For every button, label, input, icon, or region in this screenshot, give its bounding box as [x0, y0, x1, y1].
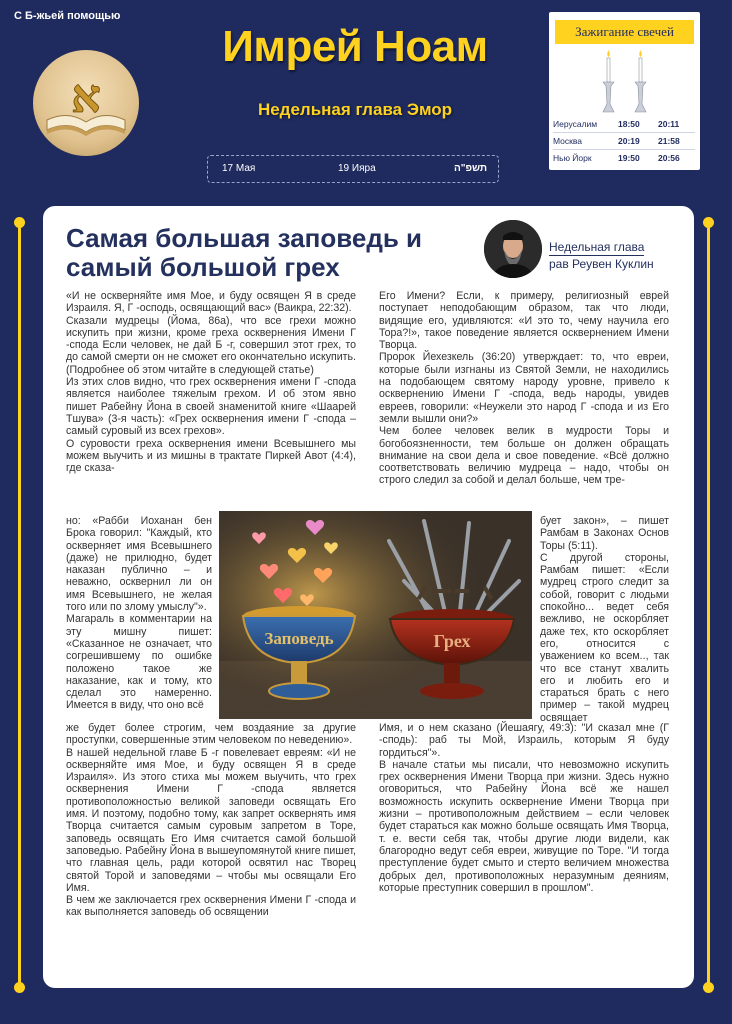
paragraph: Из этих слов видно, что грех осквернения имени Г -спода является наиболее тяжелым грехом. И об этом явно пишет Рабейну Йона в своей знаменитой книге «Шаарей Тшува» (3-я часть): «Грех осквернения имени Г -спода – самый суровый из всех грехов».: [66, 376, 356, 438]
paragraph: же будет более строгим, чем воздаяние за другие проступки, совершенные этим человеком по неведению».: [66, 722, 356, 747]
hebrew-date: 19 Ияра: [338, 163, 376, 174]
cup-label-sin: Грех: [433, 631, 471, 651]
paragraph: Его Имени? Если, к примеру, религиозный еврей поступает неподобающим образом, так что люди, видящие его, удивляются: «И это то, чему научила его Тора?!», такое поведение является осквернением Имени Творца.: [379, 290, 669, 352]
newsletter-title: Имрей Ноам: [222, 22, 488, 71]
paragraph: С другой стороны, Рамбам пишет: «Если мудрец строго следит за собой, говорит с людьми спокойно... ведет себя вежливо, не оскорбляет даже тех, кто оскорбляет его, относится с уважением ко всем.., так что все станут хвалить его и любить его и стараться брать с него пример – такой мудрец освящает: [540, 551, 669, 724]
cup-label-mitzvah: Заповедь: [264, 629, 334, 648]
blessing-text: С Б-жьей помощью: [14, 10, 121, 22]
paragraph: Имя, и о нем сказано (Йешаягу, 49:3): "И сказал мне (Г -сподь): раб ты Мой, Израиль, которым Я буду гордиться"».: [379, 722, 669, 759]
right-column-bottom: [379, 722, 669, 894]
paragraph: В начале статьи мы писали, что невозможно искупить грех осквернения Имени Творца при жизни. Здесь нужно оговориться, что Рабейну Йона всё же нашел возможность искупить осквернение Имени Творца при жизни – противоположным действием – если человек будет стараться как можно больше освящать Имя Творца, т. е. вести себя так, чтобы другие люди видели, как благородно ведут себя евреи, живущие по Торе. "И тогда преступление будет смыто и стерто величием множества добрых дел, противоположных неразумным деяниям, которые преступник совершил в прошлом".: [379, 758, 669, 894]
left-bottom-dot: [14, 982, 25, 993]
left-top-dot: [14, 217, 25, 228]
paragraph: Чем более человек велик в мудрости Торы и богобоязненности, тем больше он должен обращать внимание на свои дела и свое поведение. «Всё должно соответствовать величию мудреца – надо, чтобы он строго следил за собой и делал больше, чем тре-: [379, 425, 669, 487]
paragraph: «И не оскверняйте имя Мое, и буду освящен Я в среде Израиля. Я, Г -осподь, освящающий вас» (Ваикра, 22:32).: [66, 290, 356, 315]
paragraph: Пророк Йехезкель (36:20) утверждает: то, что евреи, которые были изгнаны из Святой Земли, не находились на подобающем святому народу уровне, привело к осквернению Имени Г -спода, ведь народы, увидев евреев, говорили: «Неужели это народ Г -спода и из Его земли вышли они?»: [379, 351, 669, 425]
right-top-dot: [703, 217, 714, 228]
left-column-bottom: [66, 722, 356, 919]
left-decorative-line: [18, 220, 21, 990]
article-illustration: [219, 511, 532, 719]
paragraph: но: «Рабби Иоханан бен Брока говорил: "Каждый, кто оскверняет имя Всевышнего (даже) не прилюдно, будет наказан публично – и неважно, осквернил ли он имя Всевышнего, не желая того или по злому умыслу"».: [66, 515, 212, 614]
author-avatar: [484, 220, 542, 278]
candle-lighting-box: Зажигание свечей Иерусалим 18:50 20:11 Москва 20:19 21:58 Нью Йорк 19:50 20:56: [549, 12, 700, 170]
candlesticks-icon: [597, 48, 653, 116]
candle-lighting-heading: Зажигание свечей: [555, 20, 694, 44]
right-column-wrap: [540, 515, 669, 724]
right-decorative-line: [707, 220, 710, 990]
logo-aleph-book: [33, 50, 139, 156]
author-name: рав Реувен Куклин: [549, 257, 654, 271]
right-column-top: [379, 290, 669, 487]
paragraph: В чем же заключается грех осквернения Имени Г -спода и как выполняется заповедь об освящении: [66, 894, 356, 919]
right-bottom-dot: [703, 982, 714, 993]
svg-text:א: א: [71, 69, 101, 123]
article-title: Самая большая заповедь и самый большой грех: [66, 223, 423, 282]
left-column-wrap: [66, 515, 212, 712]
paragraph: Магараль в комментарии на эту мишну пишет: «Сказанное не означает, что согрешившему по ошибке положено такое же наказание, как и тому, кто сделал это намеренно. Имеется в виду, что оно всё: [66, 613, 212, 712]
parsha-subtitle: Недельная глава Эмор: [257, 100, 453, 119]
civil-date: 17 Мая: [222, 163, 256, 174]
paragraph: Сказали мудрецы (Йома, 86а), что все грехи можно искупить при жизни, кроме греха осквернения Имени Г -спода Если человек, не дай Б -г, совершил этот грех, то до самой смерти он не сможет его окончательно искупить. (Подробнее об этом читайте в следующей статье): [66, 314, 356, 376]
paragraph: бует закон», – пишет Рамбам в Законах Основ Торы (5:11).: [540, 515, 669, 552]
paragraph: О суровости греха осквернения имени Всевышнего мы можем выучить и из мишны в трактате Пиркей Авот (4:4), где сказа-: [66, 437, 356, 475]
left-column-top: [66, 290, 356, 474]
hebrew-year: תשפ"ה: [454, 163, 488, 174]
paragraph: В нашей недельной главе Б -г повелевает евреям: «И не оскверняйте имя Мое, и буду освящен Я в среде Израиля». Из этого стиха мы можем выучить, что грех осквернения Имени Г -спода является противоположностью великой заповеди освящать Его имя. И поэтому, подобно тому, как запрет осквернять имя Творца считается самым суровым запретом в Торе, заповедь освящать Его Имя считается самой большой заповедью. Рабейну Йона в вышеупомянутой книге пишет, что главная цель, ради которой освятил нас Творец святой Торой и заповедями – чтобы мы освящали Его Имя.: [66, 746, 356, 894]
author-label: Недельная глава: [549, 240, 645, 254]
date-bar: [207, 155, 499, 183]
